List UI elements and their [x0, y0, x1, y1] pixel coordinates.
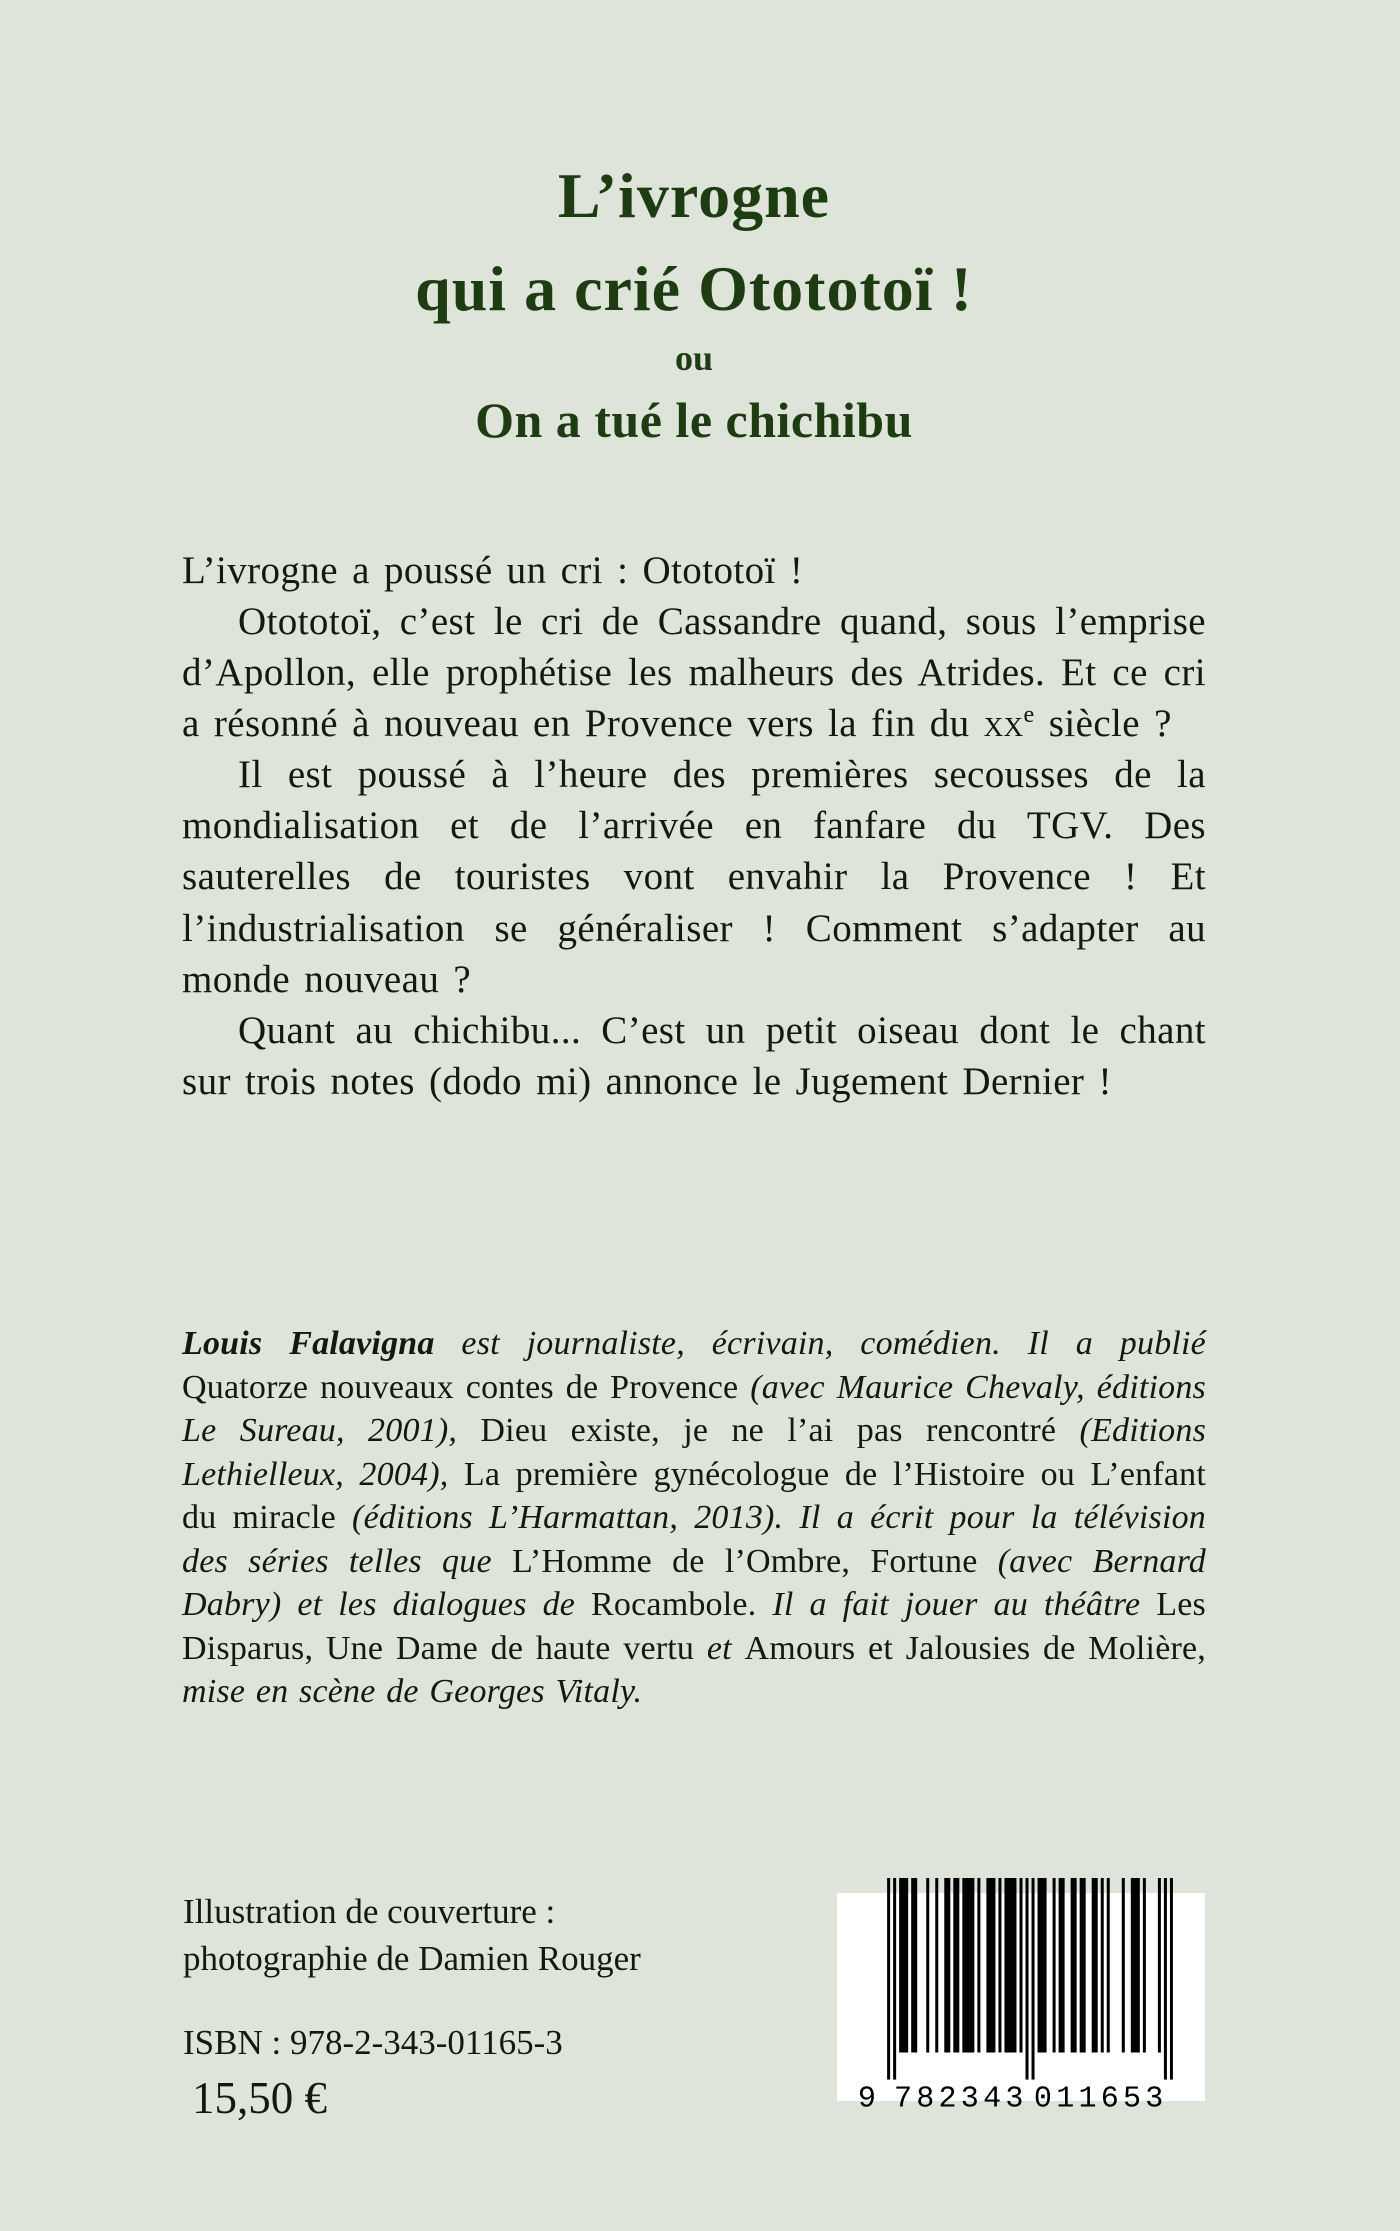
book-title-line-1: L’ivrogne — [557, 160, 831, 231]
book-subtitle: On a tué le chichibu — [475, 391, 913, 448]
synopsis — [182, 545, 1206, 1107]
cover-credit-line-2: photographie de Damien Rouger — [183, 1939, 641, 1979]
barcode-digit-group-1: 9 — [857, 2082, 881, 2116]
author-bio: Louis Falavigna est journaliste, écrivain, comédien. Il a publié Quatorze nouveaux contes de Provence (avec Maurice Chevaly, éditions Le Sureau, 2001), Dieu existe, je ne l’ai pas rencontré (Editions Lethielleux, 2004), La première gynécologue de l’Histoire ou L’enfant du miracle (éditions L’Harmattan, 2013). Il a écrit pour la télévision des séries telles que L’Homme de l’Ombre, Fortune (avec Bernard Dabry) et les dialogues de Rocambole. Il a fait jouer au théâtre Les Disparus, Une Dame de haute vertu et Amours et Jalousies de Molière, mise en scène de Georges Vitaly. — [182, 1325, 1207, 1711]
barcode-digit-group-2: 782343 — [894, 2082, 1028, 2116]
synopsis-paragraph-1: L’ivrogne a poussé un cri : Otototoï ! — [182, 549, 804, 592]
title-connector: ou — [674, 337, 714, 378]
synopsis-paragraph-2: Otototoï, c’est le cri de Cassandre quand, sous l’emprise d’Apollon, elle prophétise les malheurs des Atrides. Et ce cri a résonné à nouveau en Provence vers la fin du $xx^e$ siècle ? — [182, 600, 1206, 746]
barcode-icon — [851, 1878, 1191, 2116]
barcode-digit-group-3: 011653 — [1033, 2082, 1168, 2116]
book-title-line-2: qui a crié Otototoï ! — [415, 252, 973, 324]
barcode-panel — [837, 1893, 1205, 2116]
cover-credit-line-1: Illustration de couverture : — [183, 1892, 556, 1931]
synopsis-paragraph-4: Quant au chichibu... C’est un petit oiseau dont le chant sur trois notes (dodo mi) annonce le Jugement Dernier ! — [182, 1008, 1206, 1103]
cover-credit — [183, 1888, 641, 1983]
title-block — [182, 150, 1206, 450]
isbn-text: ISBN : 978-2-343-01165-3 — [183, 2023, 563, 2062]
synopsis-paragraph-3: Il est poussé à l’heure des premières secousses de la mondialisation et de l’arrivée en fanfare du TGV. Des sauterelles de touristes vont envahir la Provence ! Et l’industrialisation se généraliser ! Comment s’adapter au monde nouveau ? — [182, 753, 1206, 1001]
price-text: 15,50 € — [192, 2073, 327, 2123]
